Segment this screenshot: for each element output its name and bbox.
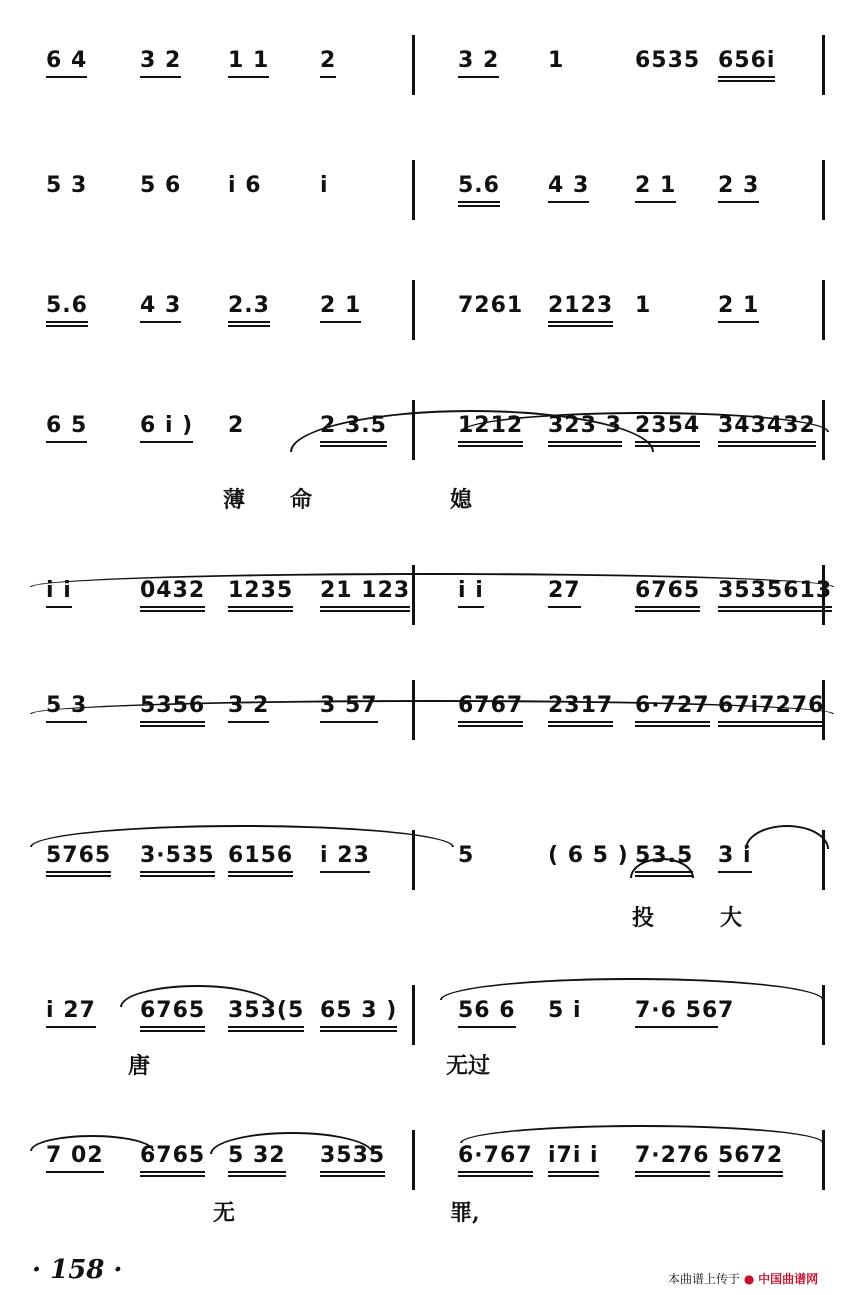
note-group-right: 1212: [458, 413, 523, 438]
note-group-right: 1: [548, 48, 565, 73]
note-group-left: i i: [46, 578, 72, 603]
note-group-right: 53.5: [635, 843, 693, 868]
note-group-left: 5 32: [228, 1143, 286, 1168]
note-group-left: 5.6: [46, 293, 88, 318]
slur: [30, 1135, 154, 1151]
note-group-left: 5 3: [46, 173, 88, 198]
lyric: 罪,: [450, 1200, 480, 1226]
slur: [30, 573, 834, 587]
bar-line: [412, 985, 415, 1045]
note-group-left: 3535: [320, 1143, 385, 1168]
note-group-right: 67i7276: [718, 693, 824, 718]
bar-line: [412, 1130, 415, 1190]
note-group-right: 5672: [718, 1143, 783, 1168]
note-group-right: 6·727: [635, 693, 710, 718]
note-group-right: 2 1: [635, 173, 676, 198]
note-group-right: 3 2: [458, 48, 499, 73]
bar-line: [412, 35, 415, 95]
note-group-right: 5 i: [548, 998, 582, 1023]
note-group-right: 56 6: [458, 998, 516, 1023]
bar-line: [822, 985, 825, 1045]
lyric: 大: [720, 905, 743, 931]
bar-line: [822, 160, 825, 220]
lyric: 命: [290, 487, 313, 513]
note-group-left: 6156: [228, 843, 293, 868]
credit-text: 本曲谱上传于: [668, 1272, 741, 1286]
note-group-left: 2: [228, 413, 245, 438]
lyric: 无过: [446, 1053, 491, 1079]
note-group-left: 3 2: [228, 693, 269, 718]
note-group-left: 5 3: [46, 693, 87, 718]
note-group-left: 6 5: [46, 413, 87, 438]
note-group-right: 2 3: [718, 173, 759, 198]
note-group-right: 656i: [718, 48, 775, 73]
note-group-left: 6765: [140, 1143, 205, 1168]
note-group-right: i7i i: [548, 1143, 599, 1168]
note-group-right: 2 1: [718, 293, 759, 318]
note-group-left: 3·535: [140, 843, 215, 868]
note-group-right: 6765: [635, 578, 700, 603]
slur: [745, 825, 829, 849]
note-group-right: 7·6 56: [635, 998, 718, 1023]
note-group-left: 21 123: [320, 578, 410, 603]
note-group-right: 7·276: [635, 1143, 710, 1168]
note-group-left: i 23: [320, 843, 370, 868]
slur: [30, 825, 454, 847]
note-group-right: 5: [458, 843, 475, 868]
note-group-right: 6767: [458, 693, 523, 718]
note-group-left: i: [320, 173, 329, 198]
slur: [210, 1132, 374, 1154]
note-group-left: 6765: [140, 998, 205, 1023]
note-group-right: 323 3: [548, 413, 622, 438]
bar-line: [822, 280, 825, 340]
note-group-left: i 6: [228, 173, 262, 198]
bar-line: [822, 35, 825, 95]
bar-line: [412, 280, 415, 340]
note-group-right: 3 i: [718, 843, 752, 868]
note-group-right: 7261: [458, 293, 524, 318]
note-group-left: 2 1: [320, 293, 361, 318]
note-group-right: 2354: [635, 413, 700, 438]
note-group-left: 1235: [228, 578, 293, 603]
note-group-right: i i: [458, 578, 484, 603]
note-group-left: 5 6: [140, 173, 182, 198]
note-group-right: 2317: [548, 693, 613, 718]
note-group-right: ( 6 5 ): [548, 843, 629, 868]
lyric: 薄: [223, 487, 246, 513]
bar-line: [822, 1130, 825, 1190]
page-number: · 158 ·: [32, 1255, 123, 1285]
note-group-right: 2123: [548, 293, 613, 318]
note-group-right: 6535: [635, 48, 701, 73]
slur: [440, 978, 824, 1000]
credit-logo-icon: ●: [743, 1272, 755, 1286]
note-group-left: 0432: [140, 578, 205, 603]
lyric: 投: [632, 905, 655, 931]
note-group-left: 2: [320, 48, 336, 73]
note-group-left: 6 i ): [140, 413, 193, 438]
note-group-right: 5.6: [458, 173, 500, 198]
note-group-left: i 27: [46, 998, 96, 1023]
note-group-left: 5765: [46, 843, 111, 868]
note-group-left: 2 3.5: [320, 413, 387, 438]
note-group-left: 1 1: [228, 48, 269, 73]
note-group-left: 2.3: [228, 293, 270, 318]
slur: [460, 1125, 824, 1143]
bar-line: [412, 160, 415, 220]
note-group-left: 65 3 ): [320, 998, 397, 1023]
note-group-left: 3 57: [320, 693, 378, 718]
lyric: 媳: [450, 487, 473, 513]
note-group-right: 3535613: [718, 578, 832, 603]
note-group-left: 4 3: [140, 293, 181, 318]
note-group-right: 1: [635, 293, 652, 318]
note-group-left: 3 2: [140, 48, 181, 73]
lyric: 无: [213, 1200, 236, 1226]
note-group-right: 7: [718, 998, 735, 1023]
note-group-left: 6 4: [46, 48, 87, 73]
note-group-left: 7 02: [46, 1143, 104, 1168]
note-group-left: 353(5: [228, 998, 304, 1023]
note-group-right: 27: [548, 578, 581, 603]
upload-credit: [668, 1270, 818, 1287]
note-group-right: 6·767: [458, 1143, 533, 1168]
credit-site: 中国曲谱网: [758, 1272, 819, 1286]
lyric: 唐: [128, 1053, 151, 1079]
note-group-right: 343432: [718, 413, 816, 438]
note-group-right: 4 3: [548, 173, 589, 198]
slur: [120, 985, 274, 1007]
note-group-left: 5356: [140, 693, 205, 718]
